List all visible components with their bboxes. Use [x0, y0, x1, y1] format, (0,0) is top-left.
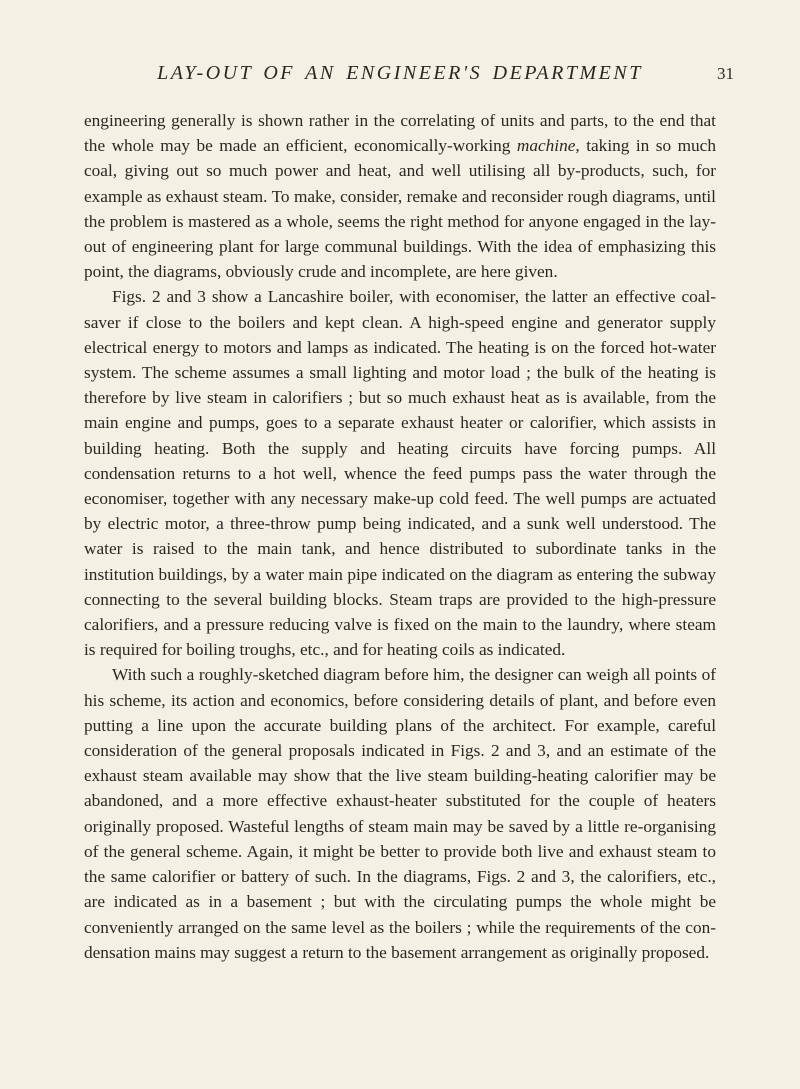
paragraph-1	[84, 108, 716, 284]
paragraph-1-text-a: engineering generally is shown rather in the correlating of units and parts, to the end that the whole may be made an efficient, economically-working	[84, 111, 716, 156]
paragraph-2: Figs. 2 and 3 show a Lancashire boiler, with economiser, the latter an effective coal-saver if close to the boilers and kept clean. A high-speed engine and generator supply electrical energy to motors and lamps as indicated. The heating is on the forced hot-water system. The scheme assumes a small lighting and motor load ; the bulk of the heating is therefore by live steam in calorifiers ; but so much exhaust heat as is available, from the main engine and pumps, goes to a separate exhaust heater or calorifier, which assists in building heating. Both the supply and heating circuits have forcing pumps. All condensation returns to a hot well, whence the feed pumps pass the water through the economiser, together with any necessary make-up cold feed. The well pumps are actuated by electric motor, a three-throw pump being indicated, and a sunk well understood. The water is raised to the main tank, and hence distributed to subordinate tanks in the institution buildings, by a water main pipe indicated on the diagram as entering the subway connecting to the several building blocks. Steam traps are provided to the high-pressure calorifiers, and a pressure reducing valve is fixed on the main to the laundry, where steam is required for boiling troughs, etc., and for heating coils as indicated.	[84, 287, 716, 660]
italic-word-machine: machine	[516, 136, 576, 156]
paragraph-3: With such a roughly-sketched diagram before him, the designer can weigh all points of his scheme, its action and economics, before considering details of plant, and before even putting a line upon the accurate building plans of the architect. For example, careful consideration of the general proposals indicated in Figs. 2 and 3, and an estimate of the exhaust steam available may show that the live steam building-heating calorifier may be abandoned, and a more effective exhaust-heater substituted for the couple of heaters originally proposed. Wasteful lengths of steam main may be saved by a little re-organising of the general scheme. Again, it might be better to provide both live and exhaust steam to the same calorifier or battery of such. In the diagrams, Figs. 2 and 3, the calorifiers, etc., are indicated as in a basement ; but with the circulating pumps the whole might be conveniently arranged on the same level as the boilers ; while the requirements of the con-densation mains may suggest a return to the basement arrangement as originally proposed.	[84, 665, 716, 962]
paragraph-1-text-b: , taking in so much coal, giving out so much power and heat, and well utilising all by-products, such, for example as exhaust steam. To make, consider, remake and reconsider rough diagrams, until the problem is mastered as a whole, seems the right method for anyone engaged in the lay-out of engineering plant for large communal buildings. With the idea of emphasizing this point, the diagrams, obviously crude and incomplete, are here given.	[84, 136, 716, 282]
page-number: 31	[717, 64, 734, 83]
running-title: LAY-OUT OF AN ENGINEER'S DEPARTMENT	[157, 62, 643, 84]
page-header	[0, 62, 800, 92]
body-text	[84, 108, 716, 965]
